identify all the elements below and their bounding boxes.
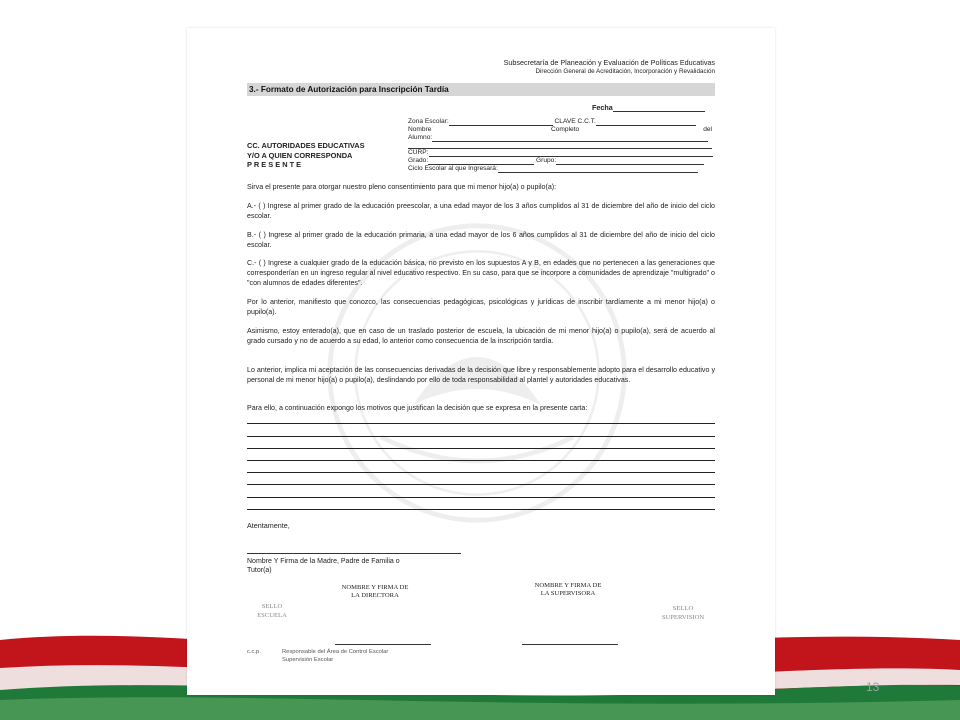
addressee-line2: Y/O A QUIEN CORRESPONDA: [247, 150, 353, 160]
header-subsecretaria: Subsecretaría de Planeación y Evaluación de Políticas Educativas: [503, 58, 715, 67]
ciclo-escolar-label: Ciclo Escolar al que Ingresará:: [408, 165, 498, 172]
motive-line: [247, 497, 715, 498]
paragraph-option-c: C.- ( ) Ingrese a cualquier grado de la educación básica, no previsto en los supuestos A y B, en edades que no pertenecen a las generaciones que corresponderían en un ingreso regular al nivel educativo respectivo. En su caso, para que se incorpore a comunidades de aprendizaje "multigrado" o "con alumnos de edades diferentes".: [247, 259, 715, 287]
alumno-label: Alumno:: [408, 134, 433, 141]
slide-number: 13: [866, 680, 880, 694]
addressee-block: [247, 141, 365, 170]
ccp-recipient-1: Responsable del Área de Control Escolar: [282, 649, 389, 655]
director-signature-line: [335, 644, 431, 645]
sello-escuela: [249, 602, 295, 620]
supervisor-line1: NOMBRE Y FIRMA DE: [534, 582, 602, 589]
completo-label: Completo: [551, 126, 580, 133]
parent-signature-label: [247, 557, 400, 575]
motive-line: [247, 448, 715, 449]
paragraph-aceptacion: Lo anterior, implica mi aceptación de las consecuencias derivadas de la decisión que libre y responsablemente adopto para el desarrollo educativo y personal de mi menor hijo(a) o pupilo(a), deslindando por ello de toda responsabilidad al plantel y autoridades educativas.: [247, 366, 715, 384]
paragraph-motivos: Para ello, a continuación expongo los motivos que justifican la decisión que se expresa en la presente carta:: [247, 404, 588, 412]
ccp-label: c.c.p.: [247, 649, 261, 655]
addressee-line3: P R E S E N T E: [247, 160, 302, 169]
parent-line1: Nombre Y Firma de la Madre, Padre de Familia o: [247, 558, 400, 565]
form-title: 3.- Formato de Autorización para Inscripción Tardía: [247, 83, 715, 96]
motive-line: [247, 436, 715, 437]
ccp-recipients: [282, 648, 388, 664]
atentamente-text: Atentamente,: [247, 521, 290, 530]
sello-supervision-line2: SUPERVISION: [661, 614, 705, 621]
zona-escolar-label: Zona Escolar:: [408, 118, 449, 125]
fecha-field: [592, 104, 705, 112]
motive-line: [247, 423, 715, 424]
clave-cct-label: CLAVE C.C.T.: [554, 118, 596, 125]
motive-line: [247, 472, 715, 473]
zona-escolar-field: [408, 118, 696, 126]
ccp-recipient-2: Supervisión Escolar: [282, 657, 334, 663]
sello-supervision: [652, 604, 714, 622]
header-direccion: Dirección General de Acreditación, Incorporación y Revalidación: [535, 68, 715, 75]
motive-line: [247, 460, 715, 461]
paragraph-consequences: Por lo anterior, manifiesto que conozco, las consecuencias pedagógicas, psicológicas y jurídicas de inscribir tardíamente a mi menor hijo(a) o pupilo(a).: [247, 298, 715, 316]
grado-grupo-field: [408, 157, 704, 165]
director-line2: LA DIRECTORA: [351, 592, 399, 599]
paragraph-traslado: Asimismo, estoy enterado(a), que en caso de un traslado posterior de escuela, la ubicación de mi menor hijo(a) o pupilo(a), será de acuerdo al grado cursado y no de acuerdo a su edad, lo anterior como consecuencia de la inscripción tardía.: [247, 327, 715, 345]
sello-escuela-line2: ESCUELA: [257, 612, 287, 619]
del-label: del: [703, 126, 712, 133]
document-page: [187, 28, 775, 695]
director-line1: NOMBRE Y FIRMA DE: [341, 584, 409, 591]
supervisor-signature-label: [523, 582, 613, 598]
curp-field: [408, 149, 713, 157]
fecha-label: Fecha: [592, 103, 613, 112]
director-signature-label: [335, 584, 415, 600]
motive-line: [247, 509, 715, 510]
alumno-extra-line: [408, 141, 712, 149]
curp-label: CURP:: [408, 149, 429, 156]
motive-line: [247, 484, 715, 485]
sello-escuela-line1: SELLO: [261, 603, 283, 610]
nombre-label: Nombre: [408, 126, 432, 133]
supervisor-signature-line: [522, 644, 618, 645]
parent-signature-line: [247, 553, 461, 554]
grupo-label: Grupo:: [536, 157, 557, 164]
addressee-line1: CC. AUTORIDADES EDUCATIVAS: [247, 141, 365, 150]
supervisor-line2: LA SUPERVISORA: [540, 590, 596, 597]
sello-supervision-line1: SELLO: [672, 605, 694, 612]
paragraph-option-b: B.- ( ) Ingrese al primer grado de la educación primaria, a una edad mayor de los 6 años cumplidos al 31 de diciembre del año de inicio del ciclo escolar.: [247, 231, 715, 249]
grado-label: Grado:: [408, 157, 429, 164]
paragraph-intro: Sirva el presente para otorgar nuestro pleno consentimiento para que mi menor hijo(a) o pupilo(a):: [247, 183, 557, 191]
ciclo-escolar-field: [408, 165, 698, 173]
parent-line2: Tutor(a): [247, 567, 272, 574]
paragraph-option-a: A.- ( ) Ingrese al primer grado de la educación preescolar, a una edad mayor de los 3 años cumplidos al 31 de diciembre del año de inicio del ciclo escolar.: [247, 202, 715, 220]
nombre-completo-row: [408, 126, 712, 134]
